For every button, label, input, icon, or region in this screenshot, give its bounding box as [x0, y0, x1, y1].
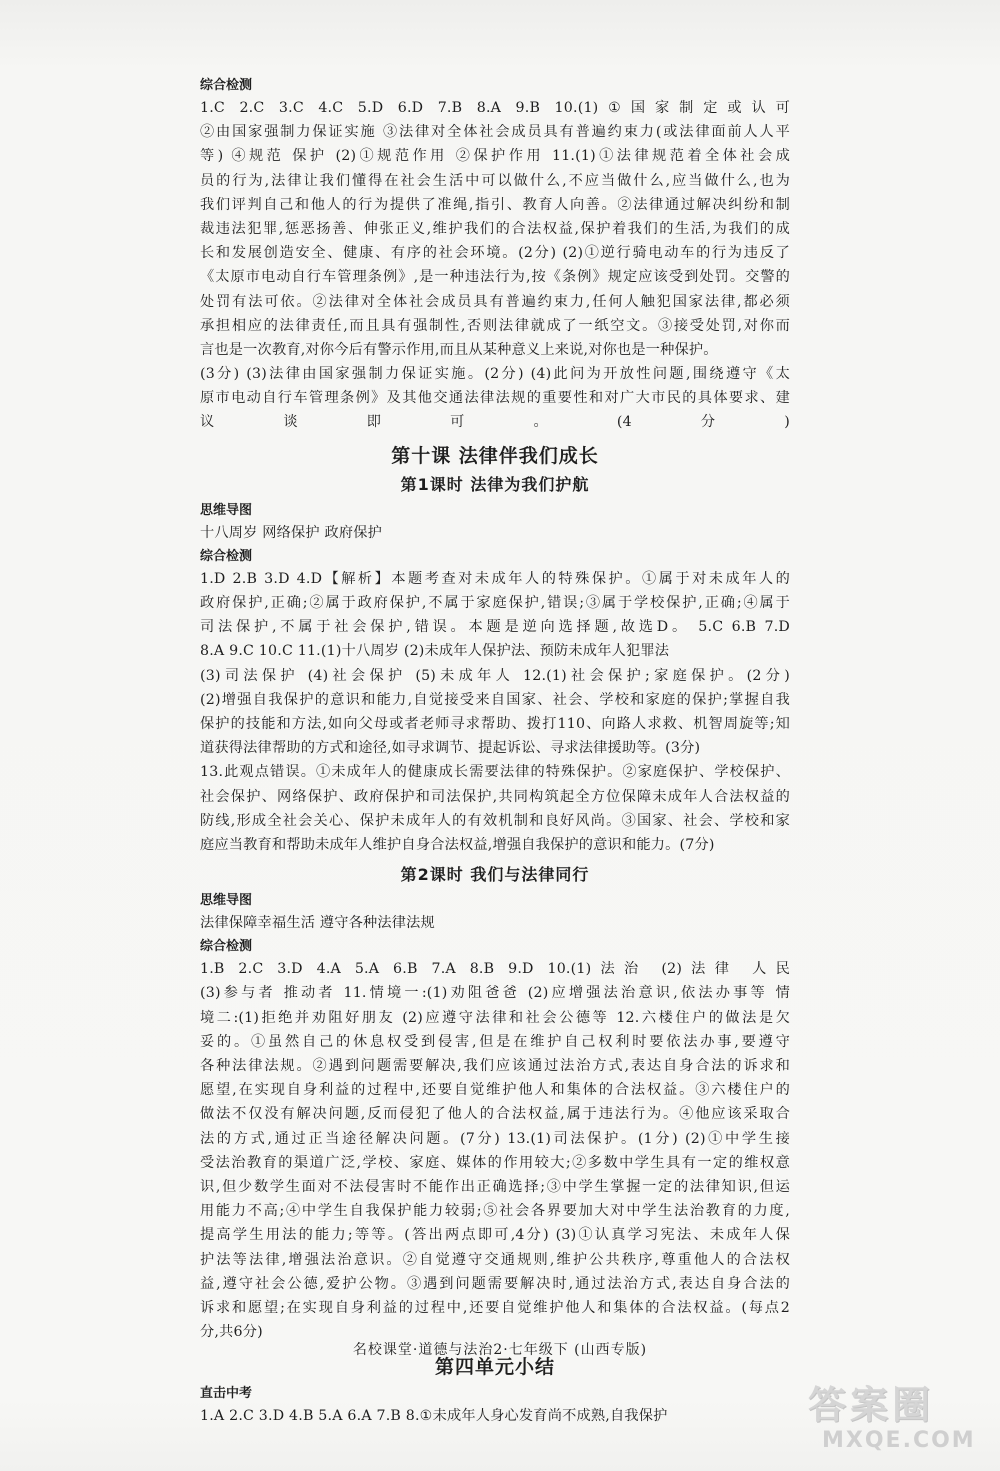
answer-line: 1.B 2.C 3.D 4.A 5.A 6.B 7.A 8.B 9.D 10.(1)法治 (2)法律 人民 — [200, 961, 790, 978]
answer-line: 社会保护、网络保护、政府保护和司法保护,共同构筑起全方位保障未成年人合法权益的 — [200, 788, 790, 805]
answer-line: (2)增强自我保护的意识和能力,自觉接受来自国家、社会、学校和家庭的保护;掌握自我 — [200, 691, 790, 708]
section-label: 综合检测 — [200, 78, 253, 93]
answer-line: 13.此观点错误。①未成年人的健康成长需要法律的特殊保护。②家庭保护、学校保护、 — [200, 764, 790, 781]
answer-line: 用能力不高;④中学生自我保护能力较弱;⑤社会各界要加大对中学生法治教育的力度, — [200, 1203, 790, 1220]
section-label: 直击中考 — [200, 1386, 253, 1402]
answer-line: 言也是一次教育,对你今后有警示作用,而且从某种意义上来说,对你也是一种保护。 — [200, 341, 718, 358]
answer-line: 防线,形成全社会关心、保护未成年人的有效机制和良好风尚。③国家、社会、学校和家 — [200, 812, 790, 829]
answer-line: (3)参与者 推动者 11.情境一:(1)劝阻爸爸 (2)应增强法治意识,依法办事等 情 — [200, 985, 790, 1002]
answer-line: 1.D 2.B 3.D 4.D【解析】本题考查对未成年人的特殊保护。①属于对未成年人的 — [200, 570, 790, 587]
answer-block — [200, 96, 790, 435]
answer-line: 保护的技能和方法,如向父母或者老师寻求帮助、拨打110、向路人求救、机智周旋等;知 — [200, 715, 790, 732]
answer-line: 原市电动自行车管理条例》及其他交通法律法规的重要性和对广大市民的具体要求、建 — [200, 390, 790, 407]
answer-line: (3分) (3)法律由国家强制力保证实施。(2分) (4)此问为开放性问题,围绕遵守《太 — [200, 366, 790, 383]
lesson-title: 第十课 法律伴我们成长 — [391, 444, 599, 467]
answer-line: 8.A 9.C 10.C 11.(1)十八周岁 (2)未成年人保护法、预防未成年人犯罪法 — [200, 643, 670, 660]
answer-line: 等) ④规范 保护 (2)①规范作用 ②保护作用 11.(1)①法律规范着全体社会成 — [200, 148, 790, 165]
answer-line: 受法治教育的渠道广泛,学校、家庭、媒体的作用较大;②多数中学生具有一定的维权意 — [200, 1154, 790, 1171]
answer-line: 分,共6分) — [200, 1324, 263, 1341]
answer-line: 妥的。①虽然自己的休息权受到侵害,但是在维护自己权利时要依法办事,要遵守 — [200, 1033, 790, 1050]
watermark-logo-text: 答案圈 — [808, 1383, 935, 1427]
answer-line: 境二:(1)拒绝并劝阻好朋友 (2)应遵守法律和社会公德等 12.六楼住户的做法是欠 — [200, 1009, 790, 1026]
answer-line: 提高学生用法的能力;等等。(答出两点即可,4分) (3)①认真学习宪法、未成年人保 — [200, 1227, 790, 1244]
unit-title: 第四单元小结 — [434, 1356, 555, 1379]
answer-line: 政府保护,正确;②属于政府保护,不属于家庭保护,错误;③属于学校保护,正确;④属于 — [200, 595, 790, 611]
answer-line: 员的行为,法律让我们懂得在社会生活中可以做什么,不应当做什么,应当做什么,也为 — [200, 172, 790, 189]
answer-line: 处罚有法可依。②法律对全体社会成员具有普遍约束力,任何人触犯国家法律,都必须 — [200, 293, 790, 310]
answer-line: 益,遵守社会公德,爱护公物。③遇到问题需要解决时,通过法治方式,表达自身合法的 — [200, 1275, 790, 1292]
answer-line: 裁违法犯罪,惩恶扬善、伸张正义,维护我们的合法权益,保护着我们的生活,为我们的成 — [200, 220, 790, 237]
answer-line: 识,但少数学生面对不法侵害时不能作出正确选择;③中学生掌握一定的法律知识,但运 — [200, 1178, 790, 1195]
mind-map-answer: 十八周岁 网络保护 政府保护 — [200, 524, 383, 541]
answer-line: 法的方式,通过正当途径解决问题。(7分) 13.(1)司法保护。(1分) (2)①中学生接 — [200, 1130, 790, 1147]
page-footer: 名校课堂·道德与法治2·七年级下 (山西专版) — [352, 1342, 648, 1358]
answer-line: 议谈即可。(4分) — [200, 414, 790, 431]
section-label: 思维导图 — [200, 502, 253, 518]
answer-line: 护法等法律,增强法治意识。②自觉遵守交通规则,维护公共秩序,尊重他人的合法权 — [200, 1251, 790, 1268]
watermark-url: MXQE.COM — [822, 1428, 976, 1453]
section-label: 综合检测 — [200, 939, 253, 955]
answer-line: 做法不仅没有解决问题,反而侵犯了他人的合法权益,属于违法行为。④他应该采取合 — [200, 1106, 790, 1123]
mind-map-answer: 法律保障幸福生活 遵守各种法律法规 — [200, 915, 435, 932]
answer-line: 1.C 2.C 3.C 4.C 5.D 6.D 7.B 8.A 9.B 10.(1)①国家制定或认可 — [200, 100, 790, 116]
answer-line: 承担相应的法律责任,而且具有强制性,否则法律就成了一纸空文。③接受处罚,对你而 — [200, 317, 790, 334]
answer-line: 各种法律法规。②遇到问题需要解决,我们应该通过法治方式,表达自身合法的诉求和 — [200, 1058, 790, 1074]
answer-line: 长和发展创造安全、健康、有序的社会环境。(2分) (2)①逆行骑电动车的行为违反了 — [200, 245, 790, 262]
answer-line: 庭应当教育和帮助未成年人维护自身合法权益,增强自我保护的意识和能力。(7分) — [200, 836, 715, 853]
answer-block — [200, 567, 790, 857]
watermark-logo — [808, 1382, 988, 1464]
lesson-subtitle: 第2课时 我们与法律同行 — [400, 865, 590, 885]
answer-line: (3)司法保护 (4)社会保护 (5)未成年人 12.(1)社会保护;家庭保护。(2分) — [200, 667, 790, 684]
answer-line: 1.A 2.C 3.D 4.B 5.A 6.A 7.B 8.①未成年人身心发育尚不成熟,自我保护 — [200, 1408, 668, 1425]
answer-content — [200, 74, 790, 1428]
answer-line: 愿望,在实现自身利益的过程中,还要自觉维护他人和集体的合法权益。③六楼住户的 — [200, 1082, 790, 1099]
lesson-subtitle: 第1课时 法律为我们护航 — [400, 474, 590, 494]
answer-line: 道获得法律帮助的方式和途径,如寻求调节、提起诉讼、寻求法律援助等。(3分) — [200, 740, 701, 757]
section-label: 思维导图 — [200, 893, 253, 909]
answer-line: 我们评判自己和他人的行为提供了准绳,指引、教育人向善。②法律通过解决纠纷和制 — [200, 196, 790, 213]
section-label: 综合检测 — [200, 548, 253, 564]
answer-line: ②由国家强制力保证实施 ③法律对全体社会成员具有普遍约束力(或法律面前人人平 — [200, 124, 790, 141]
answer-line: 《太原市电动自行车管理条例》,是一种违法行为,按《条例》规定应该受到处罚。交警的 — [200, 269, 790, 286]
answer-line: 诉求和愿望;在实现自身利益的过程中,还要自觉维护他人和集体的合法权益。(每点2 — [200, 1299, 790, 1316]
answer-block — [200, 957, 790, 1344]
answer-line: 司法保护,不属于社会保护,错误。本题是逆向选择题,故选D。 5.C 6.B 7.D — [200, 619, 790, 636]
